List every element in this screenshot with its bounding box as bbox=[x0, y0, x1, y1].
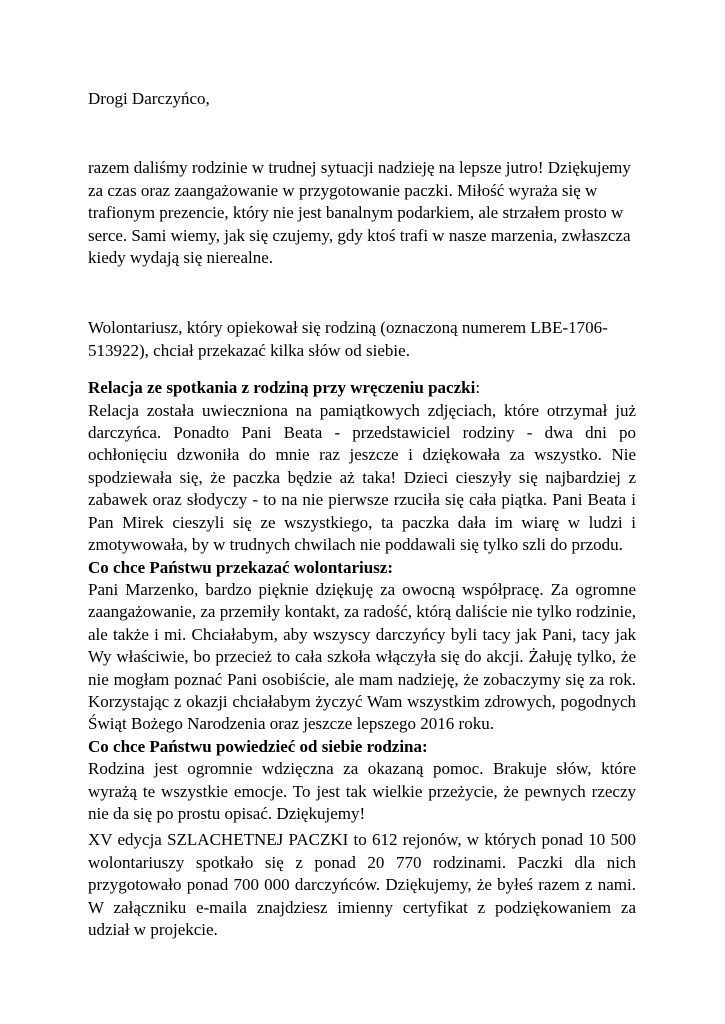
report-heading-text: Relacja ze spotkania z rodziną przy wręczeniu paczki bbox=[88, 378, 476, 398]
letter-page bbox=[88, 88, 636, 941]
report-heading-colon: : bbox=[475, 378, 481, 398]
family-message-heading: Co chce Państwu powiedzieć od siebie rodzina: bbox=[88, 736, 428, 756]
greeting: Drogi Darczyńco, bbox=[88, 89, 210, 108]
report-heading bbox=[88, 377, 636, 399]
family-message-body: Rodzina jest ogromnie wdzięczna za okazaną pomoc. Brakuje słów, które wyrażą te wszystkie emocje. To jest tak wielkie przeżycie, że pewnych rzeczy nie da się po prostu opisać. Dziękujemy! bbox=[88, 759, 636, 823]
closing-paragraph: XV edycja SZLACHETNEJ PACZKI to 612 rejonów, w których ponad 10 500 wolontariuszy spotkało się z ponad 20 770 rodzinami. Paczki dla nich przygotowało ponad 700 000 darczyńców. Dziękujemy, że byłeś razem z nami. W załączniku e-maila znajdziesz imienny certyfikat z podziękowaniem za udział w projekcie. bbox=[88, 830, 636, 939]
volunteer-message-body: Pani Marzenko, bardzo pięknie dziękuję za owocną współpracę. Za ogromne zaangażowanie, za przemiły kontakt, za radość, którą daliście nie tylko rodzinie, ale także i mi. Chciałabym, aby wszyscy darczyńcy byli tacy jak Pani, tacy jak Wy właściwie, bo przecież to cała szkoła włączyła się do akcji. Żałuję tylko, że nie mogłam poznać Pani osobiście, ale mam nadzieję, że zobaczymy się za rok. Korzystając z okazji chciałabym życzyć Wam wszystkim zdrowych, pogodnych Świąt Bożego Narodzenia oraz jeszcze lepszego 2016 roku. bbox=[88, 579, 636, 734]
intro-paragraph: razem daliśmy rodzinie w trudnej sytuacji nadzieję na lepsze jutro! Dziękujemy za czas oraz zaangażowanie w przygotowanie paczki. Miłość wyraża się w trafionym prezencie, który nie jest banalnym podarkiem, ale strzałem prosto w serce. Sami wiemy, jak się czujemy, gdy ktoś trafi w nasze marzenia, zwłaszcza kiedy wydają się nierealne. bbox=[88, 158, 631, 268]
report-body: Relacja została uwieczniona na pamiątkowych zdjęciach, które otrzymał już darczyńca. Ponadto Pani Beata - przedstawiciel rodziny - dwa dni po ochłonięciu dzwoniła do mnie raz jeszcze i dziękowała za wszystko. Nie spodziewała się, że paczka będzie aż taka! Dzieci cieszyły się najbardziej z zabawek oraz słodyczy - to na nie pierwsze rzuciła się cała piątka. Pani Beata i Pan Mirek cieszyli się ze wszystkiego, ta paczka dała im wiarę w ludzi i zmotywowała, by w trudnych chwilach nie poddawali się tylko szli do przodu. bbox=[88, 400, 636, 555]
volunteer-intro-paragraph: Wolontariusz, który opiekował się rodziną (oznaczoną numerem LBE-1706-513922), chciał przekazać kilka słów od siebie. bbox=[88, 318, 608, 360]
volunteer-message-heading: Co chce Państwu przekazać wolontariusz: bbox=[88, 557, 394, 577]
